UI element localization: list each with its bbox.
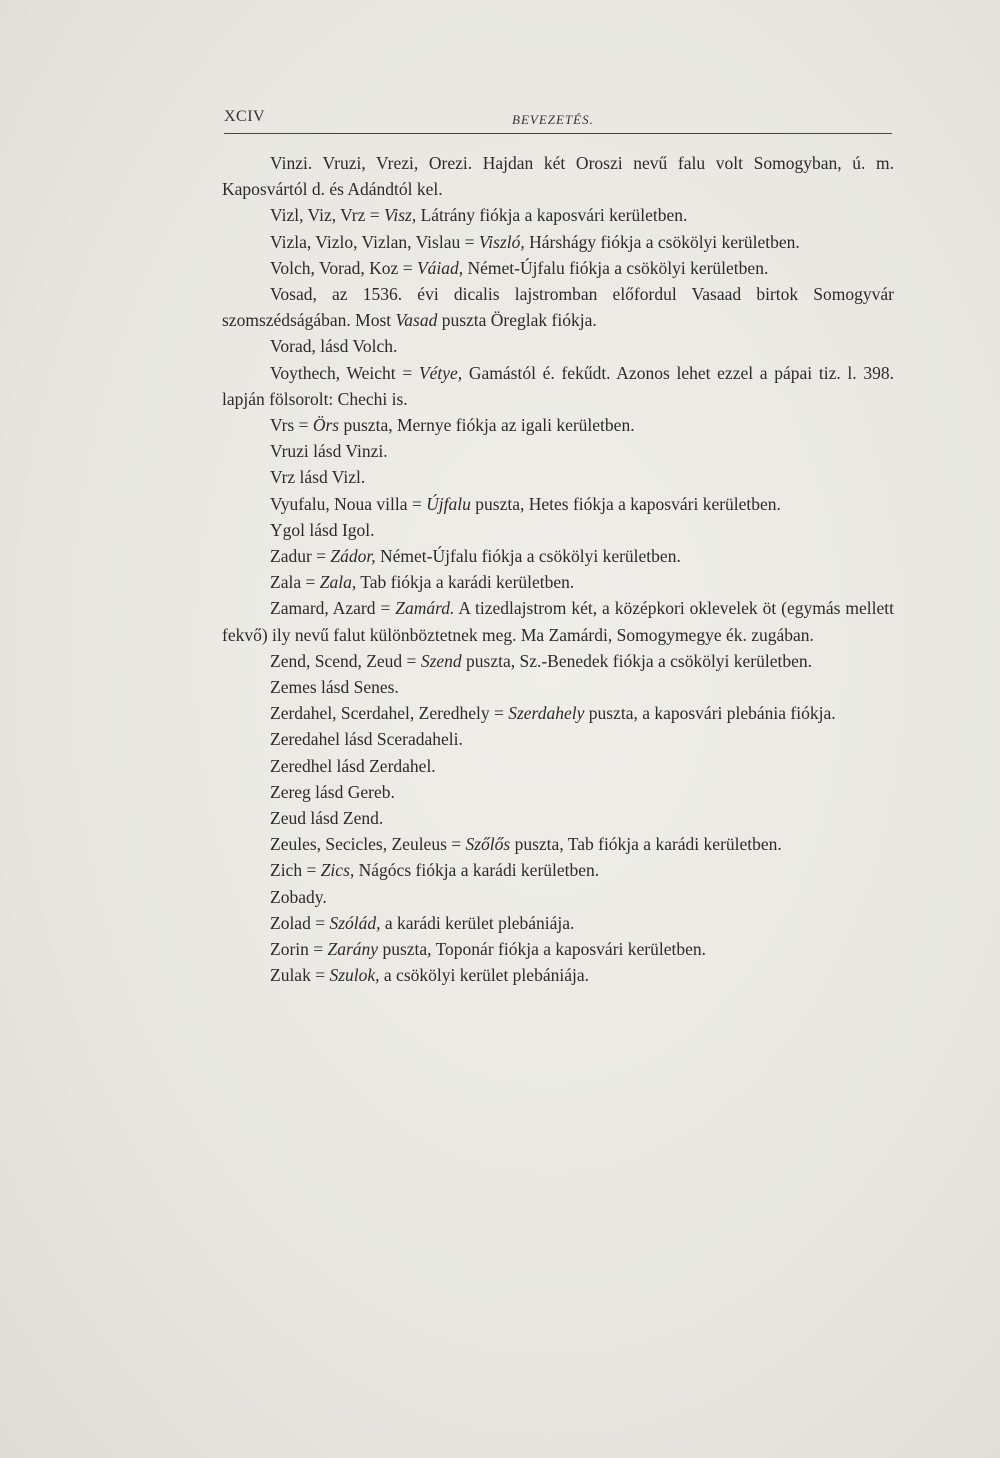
entry-vruzi: Vruzi lásd Vinzi. (270, 441, 388, 462)
entry-volch: Volch, Vorad, Koz = Váiad, Német-Újfalu fiókja a csökölyi kerületben. (270, 257, 769, 278)
entry-zeredahel: Zeredahel lásd Sceradaheli. (270, 729, 463, 750)
entry-ygol: Ygol lásd Igol. (270, 519, 375, 540)
entry-zobady: Zobady. (270, 886, 327, 907)
running-title: BEVEZETÉS. (512, 112, 594, 127)
entry-zerdahel: Zerdahel, Scerdahel, Zeredhely = Szerdahely puszta, a kaposvári plebánia fiókja. (270, 703, 836, 724)
entry-zeud: Zeud lásd Zend. (270, 808, 384, 829)
entry-zemes: Zemes lásd Senes. (270, 677, 399, 698)
entry-voythech: Voythech, Weicht = Vétye, Gamástól é. fekűdt. Azonos lehet ezzel a pápai tiz. l. 398. lapján fölsorolt: Chechi is. (222, 362, 894, 409)
entry-zorin: Zorin = Zarány puszta, Toponár fiókja a kaposvári kerületben. (270, 939, 706, 960)
entry-vizl: Vizl, Viz, Vrz = Visz, Látrány fiókja a kaposvári kerületben. (270, 205, 688, 226)
entry-zamard: Zamard, Azard = Zamárd. A tizedlajstrom két, a középkori oklevelek öt (egymás mellett fekvő) ily nevű falut különböztetnek meg. Ma Zamárdi, Somogymegye ék. zugában. (222, 598, 894, 645)
entry-vosad: Vosad, az 1536. évi dicalis lajstromban előfordul Vasaad birtok Somogyvár szomszédságában. Most Vasad puszta Öreglak fiókja. (222, 284, 894, 331)
entry-zala: Zala = Zala, Tab fiókja a karádi kerületben. (270, 572, 575, 593)
entry-vyufalu: Vyufalu, Noua villa = Újfalu puszta, Hetes fiókja a kaposvári kerületben. (270, 493, 781, 514)
entry-vorad: Vorad, lásd Volch. (270, 336, 398, 357)
entry-list (222, 150, 894, 989)
page-number: XCIV (224, 108, 266, 125)
entry-zolad: Zolad = Szólád, a karádi kerület plebániája. (270, 912, 575, 933)
entry-zeredhel: Zeredhel lásd Zerdahel. (270, 755, 436, 776)
entry-zich: Zich = Zics, Nágócs fiókja a karádi kerületben. (270, 860, 600, 881)
entry-zereg: Zereg lásd Gereb. (270, 781, 395, 802)
entry-zadur: Zadur = Zádor, Német-Újfalu fiókja a csökölyi kerületben. (270, 546, 681, 567)
page-header (224, 108, 892, 132)
entry-zeules: Zeules, Secicles, Zeuleus = Szőlős puszta, Tab fiókja a karádi kerületben. (270, 834, 782, 855)
header-rule (224, 133, 892, 134)
entry-vinzi: Vinzi. Vruzi, Vrezi, Orezi. Hajdan két Oroszi nevű falu volt Somogyban, ú. m. Kaposvártól d. és Adándtól kel. (222, 153, 894, 200)
entry-vrz: Vrz lásd Vizl. (270, 467, 366, 488)
entry-zend: Zend, Scend, Zeud = Szend puszta, Sz.-Benedek fiókja a csökölyi kerületben. (270, 650, 813, 671)
entry-zulak: Zulak = Szulok, a csökölyi kerület plebániája. (270, 965, 589, 986)
entry-vizla: Vizla, Vizlo, Vizlan, Vislau = Viszló, Hárshágy fiókja a csökölyi kerületben. (270, 231, 800, 252)
entry-vrs: Vrs = Örs puszta, Mernye fiókja az igali kerületben. (270, 415, 635, 436)
